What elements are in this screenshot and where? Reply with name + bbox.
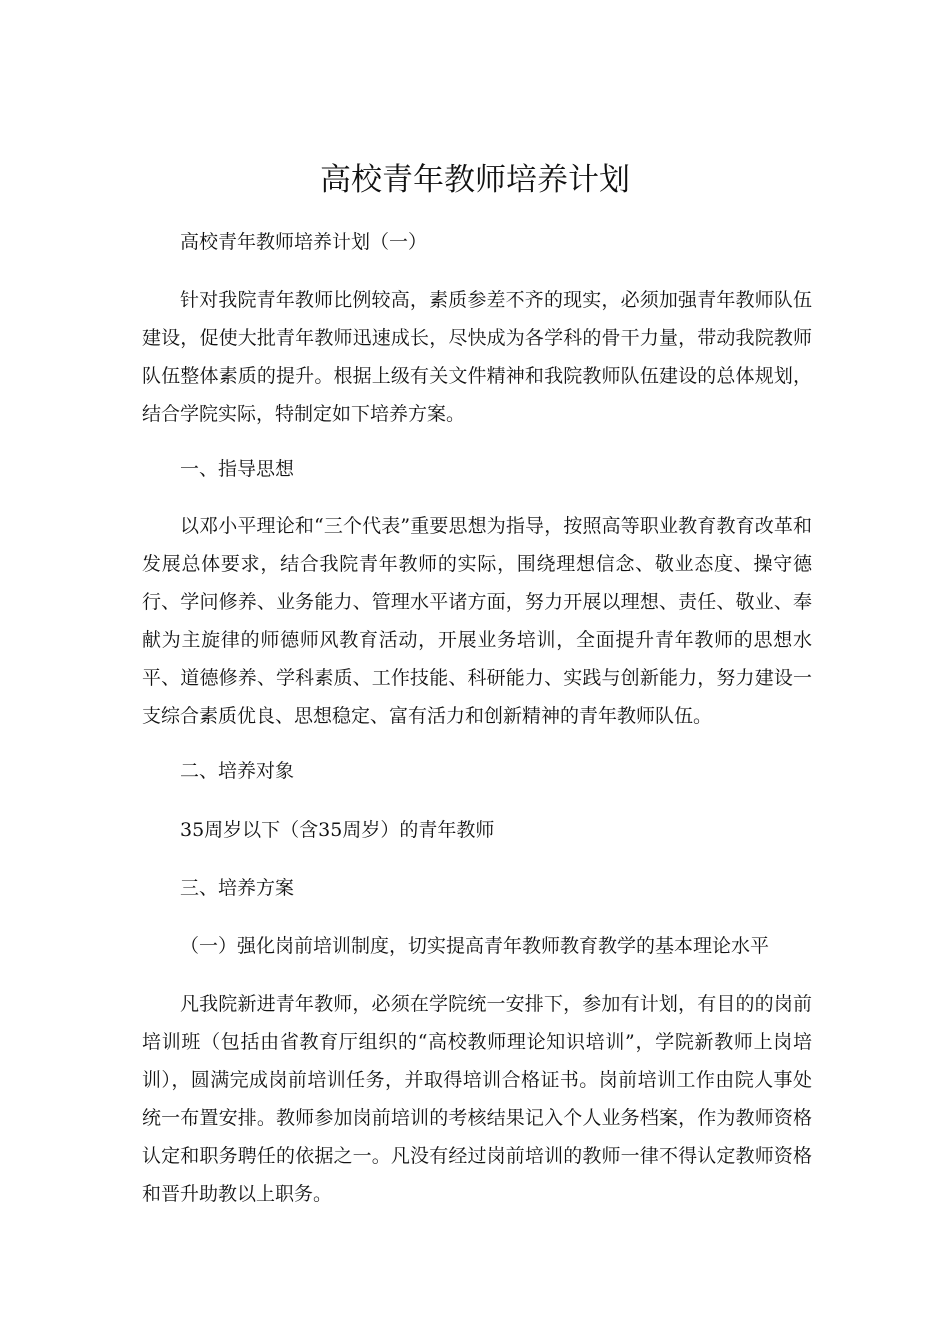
pre-job-training-paragraph: 凡我院新进青年教师，必须在学院统一安排下，参加有计划，有目的的岗前培训班（包括由省教育厅组织的“高校教师理论知识培训”，学院新教师上岗培训），圆满完成岗前培训任务，并取得培训合格证书。岗前培训工作由院人事处统一布置安排。教师参加岗前培训的考核结果记入个人业务档案，作为教师资格认定和职务聘任的依据之一。凡没有经过岗前培训的教师一律不得认定教师资格和晋升助教以上职务。 (142, 993, 812, 1205)
section-heading-guiding-thought: 一、指导思想 (180, 458, 295, 480)
section-heading-target: 二、培养对象 (180, 760, 295, 782)
document-title: 高校青年教师培养计划 (320, 162, 630, 198)
subsection-heading-pre-job-training: （一）强化岗前培训制度，切实提高青年教师教育教学的基本理论水平 (180, 935, 770, 957)
guiding-thought-paragraph: 以邓小平理论和“三个代表”重要思想为指导，按照高等职业教育教育改革和发展总体要求，结合我院青年教师的实际，围绕理想信念、敬业态度、操守德行、学问修养、业务能力、管理水平诸方面，努力开展以理想、责任、敬业、奉献为主旋律的师德师风教育活动，开展业务培训，全面提升青年教师的思想水平、道德修养、学科素质、工作技能、科研能力、实践与创新能力，努力建设一支综合素质优良、思想稳定、富有活力和创新精神的青年教师队伍。 (142, 515, 812, 727)
target-paragraph: 35周岁以下（含35周岁）的青年教师 (180, 819, 495, 841)
section-heading-plan: 三、培养方案 (180, 877, 295, 899)
document-subtitle: 高校青年教师培养计划（一） (180, 231, 428, 253)
intro-paragraph: 针对我院青年教师比例较高，素质参差不齐的现实，必须加强青年教师队伍建设，促使大批青年教师迅速成长，尽快成为各学科的骨干力量，带动我院教师队伍整体素质的提升。根据上级有关文件精神和我院教师队伍建设的总体规划，结合学院实际，特制定如下培养方案。 (142, 289, 812, 425)
